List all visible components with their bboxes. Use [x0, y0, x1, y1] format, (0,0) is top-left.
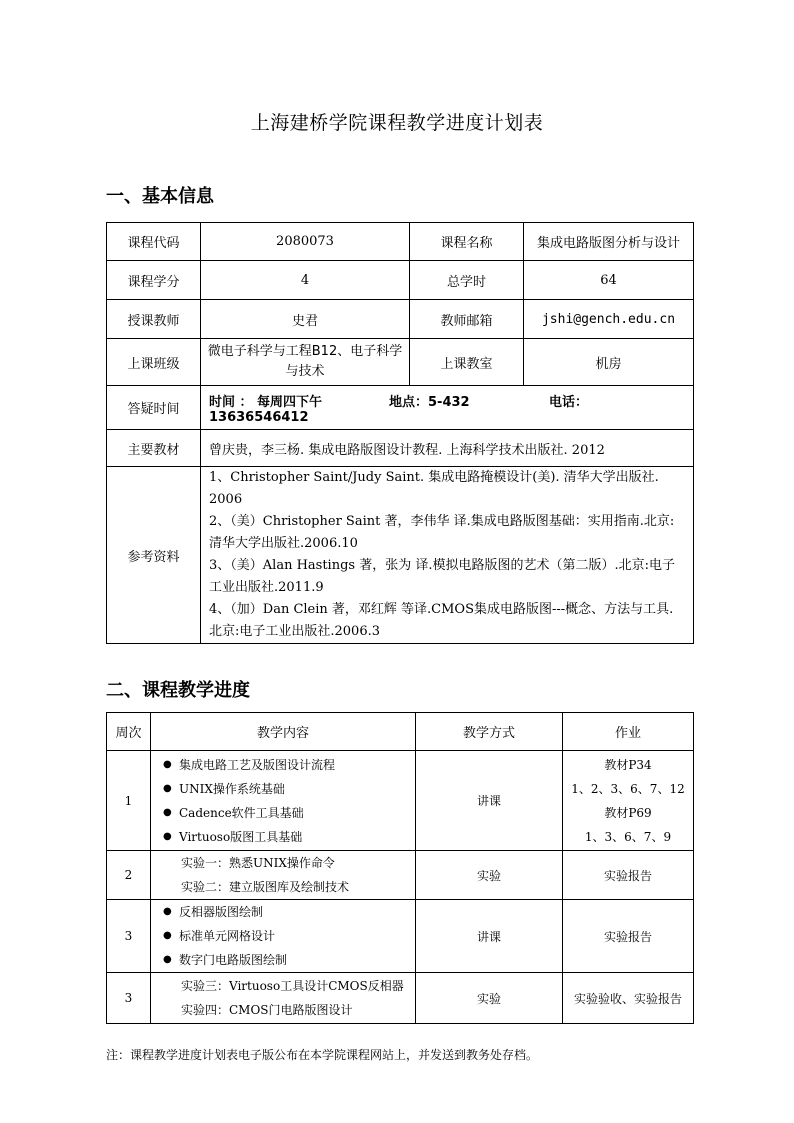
content-item-text: Virtuoso版图工具基础 [179, 829, 303, 844]
content-line: 实验一：熟悉UNIX操作命令 [181, 856, 335, 870]
textbook-label: 主要教材 [107, 430, 201, 467]
homework-cell: 实验报告 [563, 851, 694, 900]
content-cell [151, 900, 416, 973]
schedule-table [106, 712, 694, 1024]
section-heading-schedule: 二、课程教学进度 [106, 680, 250, 701]
content-line: 实验四：CMOS门电路版图设计 [181, 1003, 353, 1017]
class-label: 上课班级 [107, 339, 201, 386]
homework-line: 1、2、3、6、7、12 [571, 781, 685, 796]
homework-cell: 实验报告 [563, 900, 694, 973]
content-item [151, 777, 415, 801]
course-code-label: 课程代码 [107, 223, 201, 261]
qa-value [201, 386, 694, 430]
content-line: 实验二：建立版图库及绘制技术 [181, 880, 350, 894]
bullet-icon: ● [163, 806, 172, 818]
credits-value: 4 [201, 261, 410, 300]
schedule-row [107, 973, 694, 1024]
content-item-text: 反相器版图绘制 [179, 905, 264, 919]
hours-label: 总学时 [410, 261, 524, 300]
room-value: 机房 [524, 339, 694, 386]
homework-line: 教材P34 [604, 757, 652, 772]
week-cell: 1 [107, 751, 151, 851]
content-item-text: UNIX操作系统基础 [179, 781, 285, 796]
content-item-text: 标准单元网格设计 [179, 929, 276, 943]
bullet-icon: ● [163, 782, 172, 794]
email-label: 教师邮箱 [410, 300, 524, 339]
content-item [151, 801, 415, 825]
ref-item: 4、（加）Dan Clein 著，邓红辉 等译.CMOS集成电路版图---概念、方法与工具.北京:电子工业出版社.2006.3 [209, 602, 674, 639]
hours-value: 64 [524, 261, 694, 300]
homework-cell [563, 751, 694, 851]
content-item [151, 753, 415, 777]
homework-cell: 实验验收、实验报告 [563, 973, 694, 1024]
teacher-value: 史君 [201, 300, 410, 339]
bullet-icon: ● [163, 930, 172, 941]
class-value: 微电子科学与工程B12、电子科学与技术 [201, 339, 410, 386]
content-cell [151, 851, 416, 900]
bullet-icon: ● [163, 758, 172, 770]
section-heading-basic-info: 一、基本信息 [106, 186, 214, 207]
content-item-text: 数字门电路版图绘制 [179, 953, 288, 967]
course-code-value: 2080073 [201, 223, 410, 261]
homework-line: 教材P69 [604, 805, 652, 820]
info-row-refs [107, 467, 694, 644]
method-cell: 实验 [416, 973, 563, 1024]
qa-phone: 电话：13636546412 [209, 394, 589, 425]
info-row-class [107, 339, 694, 386]
info-row-qa [107, 386, 694, 430]
ref-item: 3、（美）Alan Hastings 著，张为 译.模拟电路版图的艺术（第二版）.北京:电子工业出版社.2011.9 [209, 558, 675, 595]
page-title: 上海建桥学院课程教学进度计划表 [250, 112, 544, 134]
textbook-value: 曾庆贵，李三杨. 集成电路版图设计教程. 上海科学技术出版社. 2012 [201, 430, 694, 467]
qa-time: 时间 ： 每周四下午 [209, 394, 323, 410]
content-item [151, 948, 415, 972]
info-row-teacher [107, 300, 694, 339]
info-row-textbook [107, 430, 694, 467]
content-cell [151, 973, 416, 1024]
week-cell: 3 [107, 973, 151, 1024]
method-cell: 讲课 [416, 900, 563, 973]
schedule-header-row [107, 713, 694, 751]
homework-line: 1、3、6、7、9 [584, 829, 672, 844]
content-item-text: 集成电路工艺及版图设计流程 [179, 757, 336, 772]
qa-place: 地点：5-432 [389, 394, 470, 410]
email-value[interactable]: jshi@gench.edu.cn [524, 300, 694, 339]
refs-label: 参考资料 [107, 467, 201, 644]
header-method: 教学方式 [416, 713, 563, 751]
content-item-text: Cadence软件工具基础 [179, 805, 304, 820]
week-cell: 2 [107, 851, 151, 900]
course-name-value: 集成电路版图分析与设计 [524, 223, 694, 261]
content-item [151, 924, 415, 948]
content-line: 实验三：Virtuoso工具设计CMOS反相器 [181, 979, 404, 993]
schedule-row [107, 851, 694, 900]
room-label: 上课教室 [410, 339, 524, 386]
schedule-row [107, 751, 694, 851]
bullet-icon: ● [163, 830, 172, 842]
info-row-course [107, 223, 694, 261]
course-name-label: 课程名称 [410, 223, 524, 261]
header-week: 周次 [107, 713, 151, 751]
basic-info-table [106, 222, 694, 644]
method-cell: 实验 [416, 851, 563, 900]
refs-value [201, 467, 694, 644]
qa-label: 答疑时间 [107, 386, 201, 430]
ref-item: 2、（美）Christopher Saint 著，李伟华 译.集成电路版图基础：实用指南.北京:清华大学出版社.2006.10 [209, 514, 675, 551]
bullet-icon: ● [163, 906, 172, 917]
schedule-row [107, 900, 694, 973]
method-cell: 讲课 [416, 751, 563, 851]
header-homework: 作业 [563, 713, 694, 751]
content-cell [151, 751, 416, 851]
credits-label: 课程学分 [107, 261, 201, 300]
week-cell: 3 [107, 900, 151, 973]
bullet-icon: ● [163, 954, 172, 965]
header-content: 教学内容 [151, 713, 416, 751]
content-item [151, 825, 415, 849]
info-row-credits [107, 261, 694, 300]
footnote: 注：课程教学进度计划表电子版公布在本学院课程网站上，并发送到教务处存档。 [106, 1048, 539, 1062]
teacher-label: 授课教师 [107, 300, 201, 339]
ref-item: 1、Christopher Saint/Judy Saint. 集成电路掩模设计(美). 清华大学出版社. 2006 [209, 470, 659, 507]
content-item [151, 900, 415, 924]
